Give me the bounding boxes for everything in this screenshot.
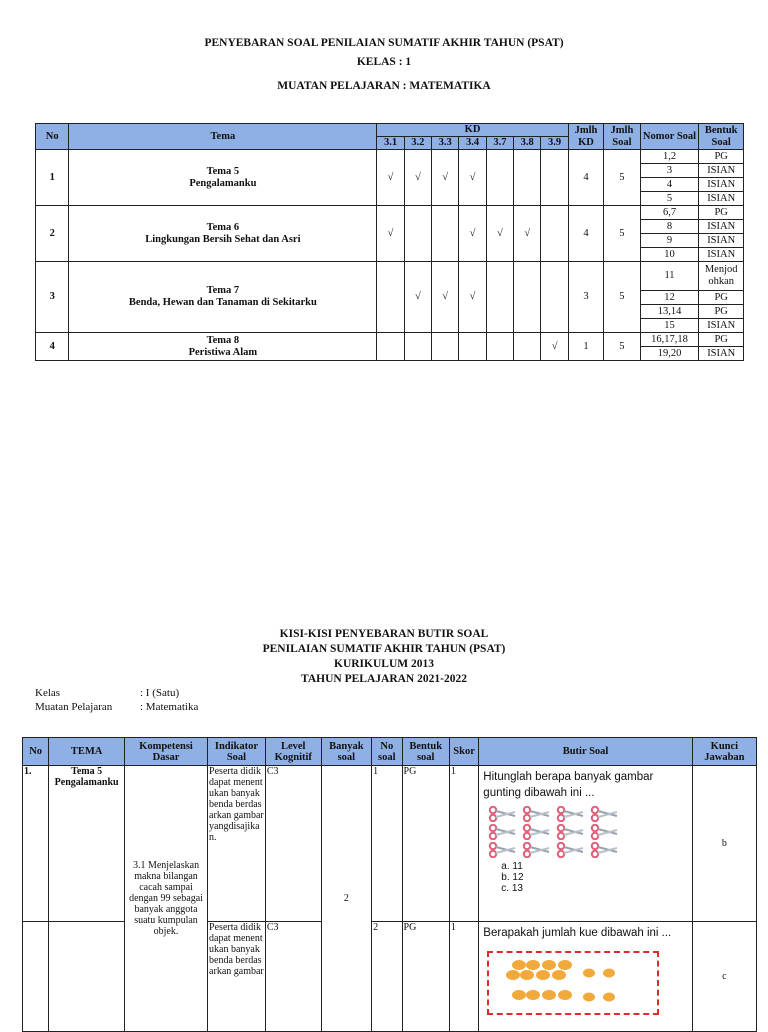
- scissors-grid: [485, 805, 687, 859]
- col-kompetensi-dasar: Kompetensi Dasar: [124, 738, 207, 766]
- doc2-title: KISI-KISI PENYEBARAN BUTIR SOAL: [279, 628, 489, 640]
- muatan-label: Muatan Pelajaran: [35, 701, 113, 713]
- col-no: No: [36, 124, 69, 150]
- table-row: 4 Tema 8 Peristiwa Alam √ 1 5 16,17,18 PG: [36, 333, 744, 347]
- doc1-class: KELAS : 1: [356, 56, 412, 68]
- scissors-icon: [590, 842, 618, 858]
- penyebaran-soal-table: No Tema KD Jmlh KD Jmlh Soal Nomor Soal Bentuk Soal 3.1 3.2 3.3 3.4 3.7 3.8 3.9 1 Tema 5 Pengalamanku √ √ √ √ 4 5 1,2 PG 3 ISIAN 4 ISIAN 5 ISIAN 2 Tema 6 Lingkungan Bersih Sehat dan Asri √ √ √ √ 4 5 6,7 PG 8 ISIAN 9 ISIAN 10 ISIAN 3 Tema 7 Benda, Hewan dan Tanaman di Sekitarku √ √ √ 3 5 11 Menjodohkan 12 PG 13,14 PG 15 ISIAN 4 Tema 8 Peristiwa Alam √ 1 5 16,17,18 PG 19,20 ISIAN: [35, 123, 744, 361]
- scissors-icon: [590, 824, 618, 840]
- col-butir-soal: Butir Soal: [479, 738, 692, 766]
- col-kd: KD: [377, 124, 568, 137]
- kd-code: 3.3: [432, 137, 459, 150]
- doc2-year: TAHUN PELAJARAN 2021-2022: [301, 673, 467, 685]
- col-no: No: [23, 738, 49, 766]
- col-tema: Tema: [69, 124, 377, 150]
- col-tema: TEMA: [49, 738, 125, 766]
- col-skor: Skor: [449, 738, 478, 766]
- doc1-title: PENYEBARAN SOAL PENILAIAN SUMATIF AKHIR TAHUN (PSAT): [204, 37, 564, 49]
- col-kunci-jawaban: Kunci Jawaban: [692, 738, 756, 766]
- scissors-icon: [522, 806, 550, 822]
- option-c: c. 13: [501, 883, 523, 894]
- table-row: 1. Tema 5 Pengalamanku 3.1 Menjelaskan makna bilangan cacah sampai dengan 99 sebagai banyak anggota suatu kumpulan objek. Peserta didik dapat menentukan banyak benda berdasarkan gambar yangdisajikan. C3 2 1 PG 1 Hitunglah berapa banyak gambar gunting dibawah ini ... a. 11 b. 12 c. 13 b: [23, 766, 757, 922]
- scissors-icon: [556, 806, 584, 822]
- col-indikator-soal: Indikator Soal: [208, 738, 266, 766]
- kd-code: 3.8: [514, 137, 541, 150]
- kd-code: 3.7: [486, 137, 513, 150]
- kisi-kisi-table: [22, 737, 757, 1032]
- kd-code: 3.4: [459, 137, 486, 150]
- answer-key-2: c: [692, 922, 756, 1032]
- col-banyak-soal: Banyak soal: [321, 738, 371, 766]
- table-row: 2 Tema 6 Lingkungan Bersih Sehat dan Asri √ √ √ √ 4 5 6,7 PG: [36, 206, 744, 220]
- table-row: Peserta didik dapat menentukan banyak benda berdasarkan gambar C3 2 PG 1 Berapakah jumlah kue dibawah ini ... c: [23, 922, 757, 1032]
- answer-key-1: b: [692, 766, 756, 922]
- col-bentuk-soal: Bentuk soal: [402, 738, 449, 766]
- option-b: b. 12: [501, 872, 524, 883]
- kd-code: 3.9: [541, 137, 568, 150]
- option-a: a. 11: [501, 861, 523, 872]
- kompetensi-dasar-text: 3.1 Menjelaskan makna bilangan cacah sampai dengan 99 sebagai banyak anggota suatu kumpulan objek.: [124, 766, 207, 1032]
- question-2-text: Berapakah jumlah kue dibawah ini ...: [483, 927, 672, 939]
- kelas-value: : I (Satu): [140, 687, 180, 699]
- cookies-image: [487, 951, 659, 1015]
- doc1-subject: MUATAN PELAJARAN : MATEMATIKA: [277, 80, 491, 92]
- muatan-value: : Matematika: [140, 701, 199, 713]
- scissors-icon: [556, 842, 584, 858]
- question-1: [479, 766, 692, 922]
- table-row: 3 Tema 7 Benda, Hewan dan Tanaman di Sekitarku √ √ √ 3 5 11 Menjodohkan: [36, 262, 744, 291]
- scissors-icon: [488, 842, 516, 858]
- scissors-icon: [488, 824, 516, 840]
- col-jmlh-kd: Jmlh KD: [568, 124, 603, 150]
- scissors-icon: [522, 842, 550, 858]
- question-1-text: Hitunglah berapa banyak gambar gunting dibawah ini ...: [483, 771, 654, 799]
- scissors-icon: [556, 824, 584, 840]
- question-2: [479, 922, 692, 1032]
- scissors-icon: [590, 806, 618, 822]
- col-jmlh-soal: Jmlh Soal: [604, 124, 640, 150]
- cookies-icon: [489, 953, 657, 1013]
- doc2-curriculum: KURIKULUM 2013: [334, 658, 434, 670]
- doc2-subtitle: PENILAIAN SUMATIF AKHIR TAHUN (PSAT): [262, 643, 506, 655]
- scissors-icon: [488, 806, 516, 822]
- kd-code: 3.2: [404, 137, 431, 150]
- scissors-icon: [522, 824, 550, 840]
- col-bentuk-soal: Bentuk Soal: [699, 124, 744, 150]
- col-level-kognitif: Level Kognitif: [265, 738, 321, 766]
- table-row: 1 Tema 5 Pengalamanku √ √ √ √ 4 5 1,2 PG: [36, 150, 744, 164]
- kelas-label: Kelas: [35, 687, 61, 699]
- col-nomor-soal: Nomor Soal: [640, 124, 699, 150]
- col-no-soal: No soal: [372, 738, 402, 766]
- kd-code: 3.1: [377, 137, 404, 150]
